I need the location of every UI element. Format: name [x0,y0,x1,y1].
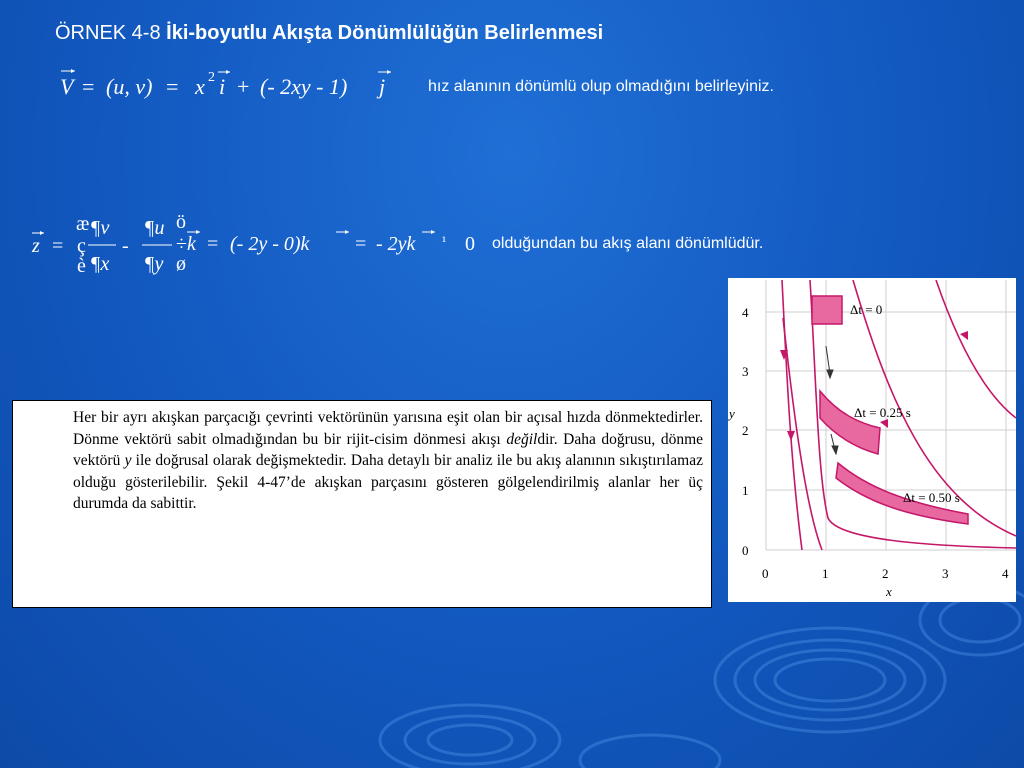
title-prefix: ÖRNEK 4-8 [55,22,167,44]
tick-x-4: 4 [1002,566,1009,581]
y-axis-label: y [729,406,735,421]
tick-y-4: 4 [742,305,749,320]
eq1-j: j [379,74,386,99]
eq1-v: V [60,74,74,99]
eq1-i: i [219,74,226,99]
eq2-rbr-bot: ø [176,253,186,275]
tick-x-3: 3 [942,566,949,581]
description-part3: ile doğrusal olarak değişmektedir. Daha detaylı bir analiz ile bu akış alanının sıkıştırılamaz olduğu gösterilebilir. Şekil 4-47’de akışkan parçasını gösteren gölgelendirilmiş alanlar her üç durumda da sabittir. [73,452,703,512]
eq1-eq1: = [82,74,95,99]
eq2-eq-b: = [207,233,219,255]
title-main: İki-boyutlu Akışta Dönümlülüğün Belirlenmesi [166,22,604,44]
parcel-t1 [820,391,880,454]
parcel-t0 [812,296,842,324]
eq1-uv: (u, v) [106,74,153,99]
eq2-den2: ¶y [144,253,164,275]
eq2-eq: = [52,235,64,257]
tick-x-0: 0 [762,566,769,581]
vorticity-equation [30,210,490,280]
description-text [73,407,703,515]
eq2-eq-c: = [355,233,367,255]
tick-y-3: 3 [742,364,749,379]
eq2-z: z [32,235,40,257]
eq1-plus: + [237,74,250,99]
eq1-x: x [195,74,205,99]
eq2-lbr-top: æ [76,213,90,235]
eq2-zero: 0 [465,233,475,255]
label-t0: Δt = 0 [850,302,883,317]
tick-x-2: 2 [882,566,889,581]
equation1-note: hız alanının dönümlü olup olmadığını belirleyiniz. [428,78,774,95]
tick-y-2: 2 [742,423,749,438]
eq2-minus: - [122,235,129,257]
eq2-rbr-top: ö [176,211,186,233]
x-axis-label: x [886,584,892,599]
streamline-1 [782,280,802,550]
description-emphasis: değil [506,430,538,448]
velocity-equation [58,62,418,106]
label-t1: Δt = 0.25 s [854,405,911,420]
eq2-k: k [187,233,196,255]
label-t2: Δt = 0.50 s [903,490,960,505]
eq2-lbr-mid: ç [77,235,86,257]
tick-y-0: 0 [742,543,749,558]
eq2-num2: ¶u [144,217,165,239]
eq2-neq: ¹ [442,235,447,250]
description-part1: Her bir ayrı akışkan parçacığı çevrinti vektörünün yarısına eşit olan bir açısal hızda dönmektedirler. Dönme vektörü sabit olmadığından bu bir rijit-cisim dönmesi akışı [73,409,703,448]
description-box [12,400,712,608]
eq1-eq2: = [166,74,179,99]
eq2-lbr-bot: è [77,255,86,277]
tick-y-1: 1 [742,483,749,498]
tick-x-1: 1 [822,566,829,581]
description-part2: dir. Daha doğrusu, dönme vektörü [73,430,704,469]
eq2-den1: ¶x [90,253,110,275]
streamline-figure [728,278,1016,602]
eq1-sup2: 2 [208,70,215,85]
eq2-rbr-mid: ÷ [176,233,187,255]
eq2-result: - 2yk [376,233,416,255]
eq2-num1: ¶v [90,217,110,239]
description-var-y: y [124,452,132,469]
streamline-4 [936,280,1016,418]
slide-title [55,22,603,45]
eq2-paren: (- 2y - 0)k [230,233,310,255]
equation2-note: olduğundan bu akış alanı dönümlüdür. [492,235,764,252]
eq1-term2: (- 2xy - 1) [260,74,348,99]
streamline-plot [728,278,1016,602]
